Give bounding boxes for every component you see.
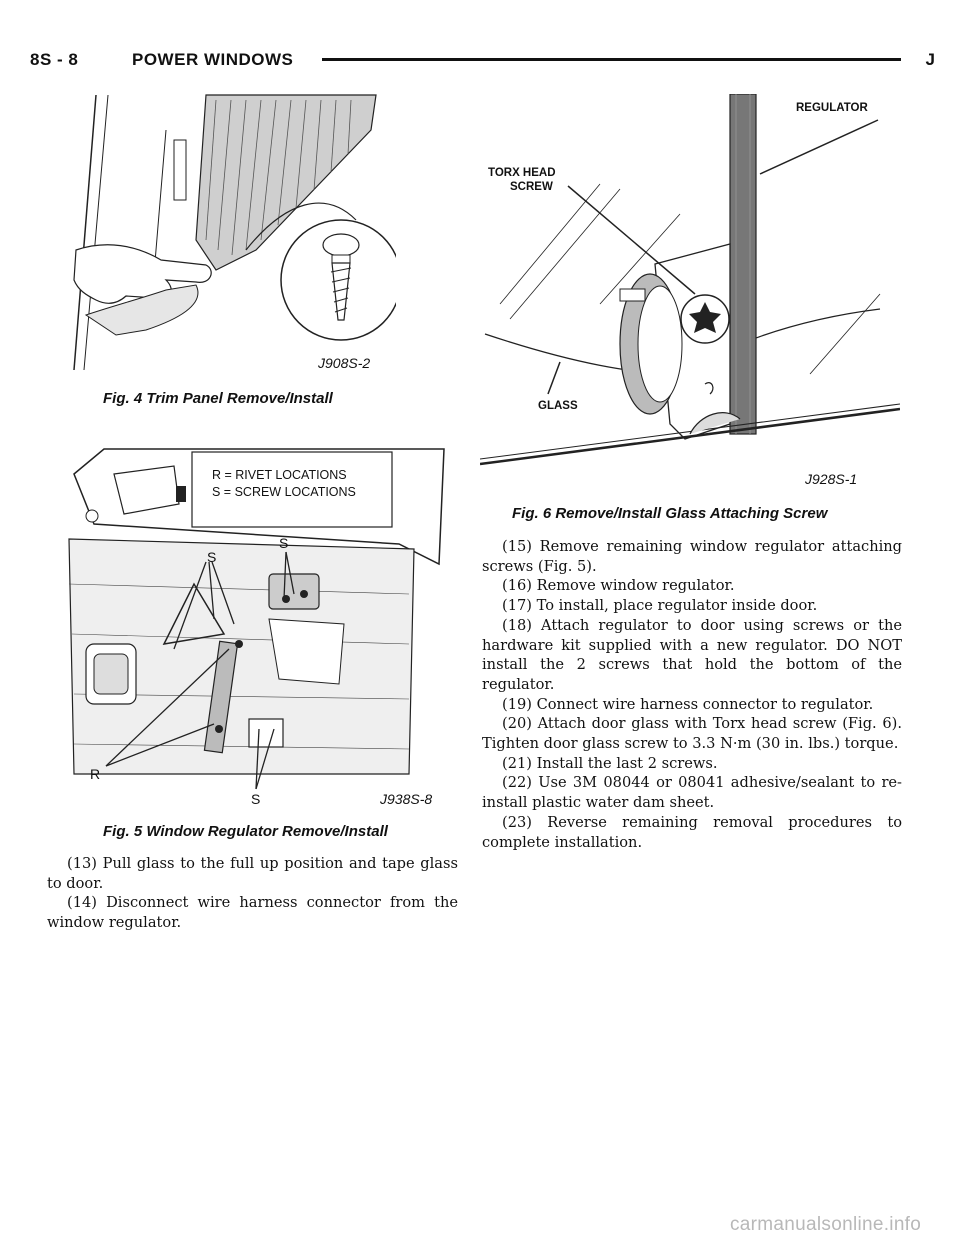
left-column [47,854,458,933]
fig5-legend-rivet: R = RIVET LOCATIONS [212,468,347,482]
fig5-illustration [64,444,454,819]
header-rule [322,58,901,61]
step-19: (19) Connect wire harness connector to regulator. [502,695,874,713]
fig6-label-regulator: REGULATOR [796,102,868,114]
step-18: (18) Attach regulator to door using screws or the hardware kit supplied with a new regulator. DO NOT install the 2 screws that hold the bottom of the regulator. [482,616,902,693]
step-15: (15) Remove remaining window regulator attaching screws (Fig. 5). [482,538,902,575]
fig5-legend-screw: S = SCREW LOCATIONS [212,485,356,499]
step-17: (17) To install, place regulator inside door. [502,597,818,615]
step-21: (21) Install the last 2 screws. [502,754,718,772]
fig6-label-glass: GLASS [538,400,578,412]
fig6-label-torx-1: TORX HEAD [488,167,556,179]
fig5-caption: Fig. 5 Window Regulator Remove/Install [103,823,388,840]
fig6-label-torx-2: SCREW [510,181,553,193]
fig6-code: J928S-1 [805,471,858,487]
fig6-illustration [480,94,900,494]
step-23: (23) Reverse remaining removal procedures to complete installation. [482,813,902,851]
right-column [482,537,902,852]
section-title: POWER WINDOWS [132,50,294,69]
fig6-caption: Fig. 6 Remove/Install Glass Attaching Screw [512,505,828,522]
step-13: (13) Pull glass to the full up position and tape glass to door. [47,855,458,892]
watermark-link[interactable]: carmanualsonline.info [730,1214,922,1235]
fig4-illustration [56,90,396,385]
step-20: (20) Attach door glass with Torx head screw (Fig. 6). Tighten door glass screw to 3.3 N·m (30 in. lbs.) torque. [482,715,902,753]
model-letter: J [925,50,935,69]
step-14: (14) Disconnect wire harness connector from the window regulator. [47,894,458,932]
fig5-callout-r: R [90,766,101,782]
fig4-code: J908S-2 [318,355,371,371]
step-22: (22) Use 3M 08044 or 08041 adhesive/sealant to re-install plastic water dam sheet. [482,774,902,812]
fig5-callout-s3: S [251,791,261,807]
fig5-code: J938S-8 [380,791,433,807]
fig5-callout-s2: S [279,535,289,551]
fig4-caption: Fig. 4 Trim Panel Remove/Install [103,390,333,407]
step-16: (16) Remove window regulator. [502,577,735,595]
page-number: 8S - 8 [30,50,79,69]
page-header [30,48,935,74]
fig5-callout-s1: S [207,549,217,565]
